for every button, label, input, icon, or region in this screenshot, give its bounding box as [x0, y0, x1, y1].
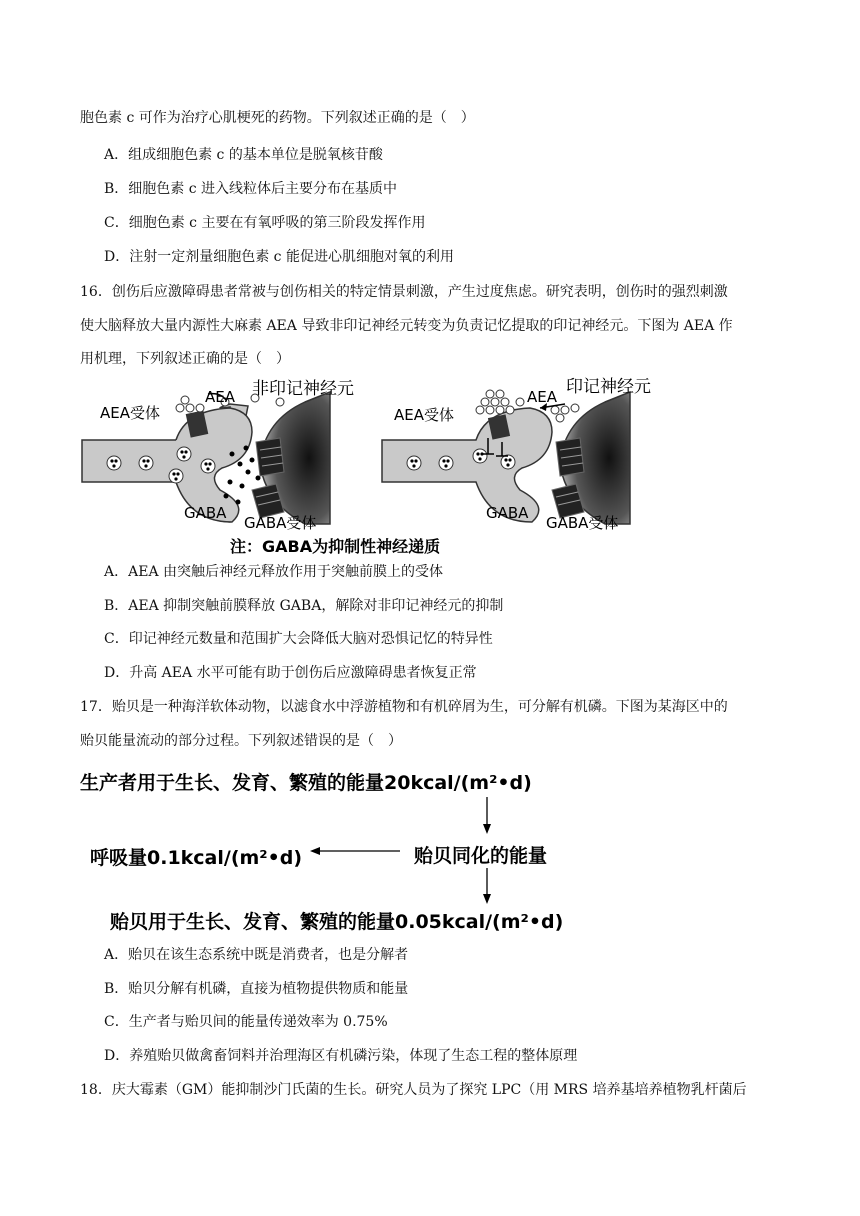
right-aea-label: AEA — [527, 388, 557, 406]
q15-stem: 胞色素 c 可作为治疗心肌梗死的药物。下列叙述正确的是（ ） — [80, 110, 475, 126]
q16-option-b: B．AEA 抑制突触前膜释放 GABA，解除对非印记神经元的抑制 — [104, 598, 504, 614]
producer-energy-label: 生产者用于生长、发育、繁殖的能量20kcal/(m²•d) — [80, 772, 532, 794]
q15-option-d: D．注射一定剂量细胞色素 c 能促进心肌细胞对氧的利用 — [104, 249, 454, 265]
q15-option-b: B．细胞色素 c 进入线粒体后主要分布在基质中 — [104, 181, 398, 197]
right-gaba-receptor-label: GABA受体 — [546, 514, 619, 532]
right-synapse — [382, 377, 651, 532]
q15-option-a: A．组成细胞色素 c 的基本单位是脱氧核苷酸 — [104, 147, 383, 163]
q16-stem-line-2: 使大脑释放大量内源性大麻素 AEA 导致非印记神经元转变为负责记忆提取的印记神经元。下图为 AEA 作 — [80, 318, 733, 334]
q16-option-d: D．升高 AEA 水平可能有助于创伤后应激障碍患者恢复正常 — [104, 665, 477, 681]
right-gaba-label: GABA — [486, 504, 529, 522]
assimilated-energy-label: 贻贝同化的能量 — [414, 845, 548, 867]
left-gaba-label: GABA — [184, 504, 227, 522]
left-aea-label: AEA — [205, 388, 235, 406]
q17-option-b: B．贻贝分解有机磷，直接为植物提供物质和能量 — [104, 981, 409, 997]
q17-option-d: D．养殖贻贝做禽畜饲料并治理海区有机磷污染，体现了生态工程的整体原理 — [104, 1048, 578, 1064]
left-title-label: 非印记神经元 — [252, 379, 354, 399]
q17-stem-line-1: 17．贻贝是一种海洋软体动物，以滤食水中浮游植物和有机碎屑为生，可分解有机磷。下图为某海区中的 — [80, 699, 728, 715]
figure-note: 注：GABA为抑制性神经递质 — [230, 537, 441, 556]
left-aea-receptor-label: AEA受体 — [100, 404, 161, 422]
synapse-figure — [80, 372, 690, 558]
right-aea-receptor-label: AEA受体 — [394, 406, 455, 424]
right-title-label: 印记神经元 — [566, 377, 651, 397]
growth-energy-label: 贻贝用于生长、发育、繁殖的能量0.05kcal/(m²•d) — [110, 911, 564, 933]
q15-option-c: C．细胞色素 c 主要在有氧呼吸的第三阶段发挥作用 — [104, 215, 426, 231]
left-synapse — [82, 379, 354, 532]
q17-option-c: C．生产者与贻贝间的能量传递效率为 0.75% — [104, 1014, 388, 1030]
left-gaba-receptor-label: GABA受体 — [244, 514, 317, 532]
q16-option-c: C．印记神经元数量和范围扩大会降低大脑对恐惧记忆的特异性 — [104, 631, 493, 647]
q16-stem-line-3: 用机理，下列叙述正确的是（ ） — [80, 351, 290, 367]
respiration-label: 呼吸量0.1kcal/(m²•d) — [90, 847, 303, 869]
q17-stem-line-2: 贻贝能量流动的部分过程。下列叙述错误的是（ ） — [80, 733, 402, 749]
q18-stem: 18．庆大霉素（GM）能抑制沙门氏菌的生长。研究人员为了探究 LPC（用 MRS 培养基培养植物乳杆菌后 — [80, 1082, 747, 1098]
q17-option-a: A．贻贝在该生态系统中既是消费者，也是分解者 — [104, 947, 409, 963]
q16-stem-line-1: 16．创伤后应激障碍患者常被与创伤相关的特定情景刺激，产生过度焦虑。研究表明，创伤时的强烈刺激 — [80, 284, 728, 300]
q16-option-a: A．AEA 由突触后神经元释放作用于突触前膜上的受体 — [104, 564, 443, 580]
